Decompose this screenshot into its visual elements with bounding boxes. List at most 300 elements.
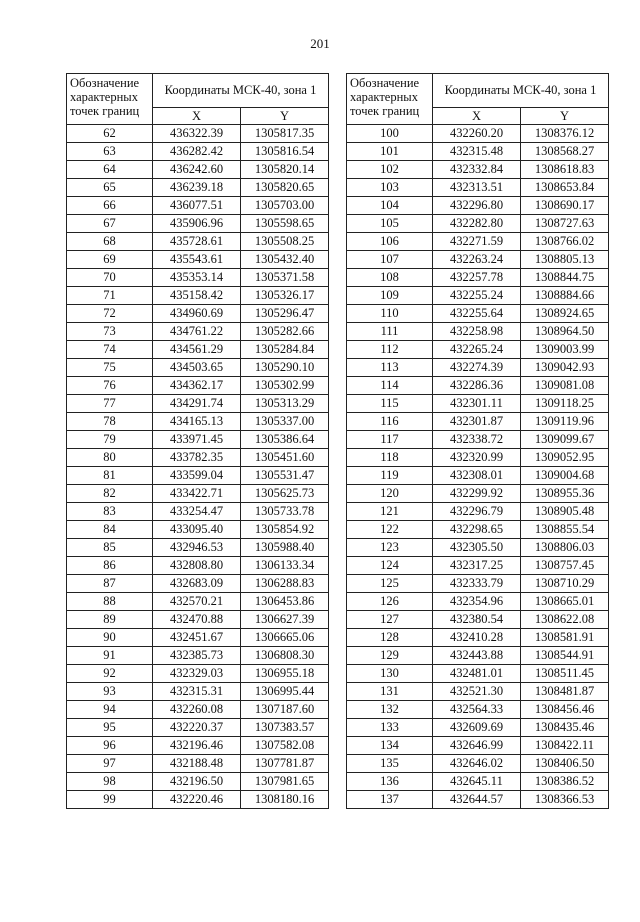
point-id-cell: 100 <box>347 125 433 143</box>
point-id-cell: 137 <box>347 791 433 809</box>
x-coordinate-cell: 432298.65 <box>433 521 521 539</box>
point-id-cell: 74 <box>67 341 153 359</box>
y-coordinate-cell: 1306808.30 <box>241 647 329 665</box>
point-id-cell: 125 <box>347 575 433 593</box>
x-coordinate-cell: 432296.80 <box>433 197 521 215</box>
table-row <box>67 665 329 683</box>
x-coordinate-cell: 432296.79 <box>433 503 521 521</box>
y-coordinate-cell: 1309003.99 <box>521 341 609 359</box>
point-id-cell: 113 <box>347 359 433 377</box>
table-row <box>67 611 329 629</box>
x-coordinate-cell: 432443.88 <box>433 647 521 665</box>
y-coordinate-cell: 1306665.06 <box>241 629 329 647</box>
table-row <box>347 683 609 701</box>
point-id-cell: 89 <box>67 611 153 629</box>
x-coordinate-cell: 432451.67 <box>153 629 241 647</box>
point-id-cell: 68 <box>67 233 153 251</box>
point-id-cell: 105 <box>347 215 433 233</box>
point-id-cell: 81 <box>67 467 153 485</box>
table-row <box>67 683 329 701</box>
table-row <box>347 449 609 467</box>
y-coordinate-cell: 1308581.91 <box>521 629 609 647</box>
table-row <box>67 305 329 323</box>
y-coordinate-cell: 1305598.65 <box>241 215 329 233</box>
x-coordinate-cell: 432257.78 <box>433 269 521 287</box>
point-id-cell: 79 <box>67 431 153 449</box>
y-coordinate-cell: 1308905.48 <box>521 503 609 521</box>
header-x: X <box>433 108 521 125</box>
y-coordinate-cell: 1305432.40 <box>241 251 329 269</box>
table-row <box>347 431 609 449</box>
point-id-cell: 78 <box>67 413 153 431</box>
x-coordinate-cell: 432521.30 <box>433 683 521 701</box>
point-id-cell: 91 <box>67 647 153 665</box>
y-coordinate-cell: 1309118.25 <box>521 395 609 413</box>
point-id-cell: 93 <box>67 683 153 701</box>
y-coordinate-cell: 1308757.45 <box>521 557 609 575</box>
y-coordinate-cell: 1306133.34 <box>241 557 329 575</box>
x-coordinate-cell: 432301.87 <box>433 413 521 431</box>
x-coordinate-cell: 433782.35 <box>153 449 241 467</box>
x-coordinate-cell: 432301.11 <box>433 395 521 413</box>
table-row <box>347 665 609 683</box>
x-coordinate-cell: 432282.80 <box>433 215 521 233</box>
y-coordinate-cell: 1308766.02 <box>521 233 609 251</box>
y-coordinate-cell: 1308435.46 <box>521 719 609 737</box>
coordinates-table-left <box>66 73 329 809</box>
x-coordinate-cell: 434960.69 <box>153 305 241 323</box>
x-coordinate-cell: 434503.65 <box>153 359 241 377</box>
x-coordinate-cell: 432644.57 <box>433 791 521 809</box>
y-coordinate-cell: 1309042.93 <box>521 359 609 377</box>
x-coordinate-cell: 433254.47 <box>153 503 241 521</box>
point-id-cell: 120 <box>347 485 433 503</box>
y-coordinate-cell: 1305988.40 <box>241 539 329 557</box>
table-row <box>67 125 329 143</box>
x-coordinate-cell: 432260.08 <box>153 701 241 719</box>
x-coordinate-cell: 434561.29 <box>153 341 241 359</box>
x-coordinate-cell: 435543.61 <box>153 251 241 269</box>
point-id-cell: 130 <box>347 665 433 683</box>
table-row <box>347 125 609 143</box>
y-coordinate-cell: 1309004.68 <box>521 467 609 485</box>
y-coordinate-cell: 1308406.50 <box>521 755 609 773</box>
point-id-cell: 116 <box>347 413 433 431</box>
x-coordinate-cell: 432196.46 <box>153 737 241 755</box>
y-coordinate-cell: 1308964.50 <box>521 323 609 341</box>
y-coordinate-cell: 1308544.91 <box>521 647 609 665</box>
y-coordinate-cell: 1305531.47 <box>241 467 329 485</box>
y-coordinate-cell: 1305337.00 <box>241 413 329 431</box>
point-id-cell: 98 <box>67 773 153 791</box>
y-coordinate-cell: 1308481.87 <box>521 683 609 701</box>
y-coordinate-cell: 1308511.45 <box>521 665 609 683</box>
table-row <box>67 701 329 719</box>
x-coordinate-cell: 432286.36 <box>433 377 521 395</box>
y-coordinate-cell: 1305296.47 <box>241 305 329 323</box>
y-coordinate-cell: 1306955.18 <box>241 665 329 683</box>
table-row <box>347 323 609 341</box>
table-row <box>347 593 609 611</box>
point-id-cell: 107 <box>347 251 433 269</box>
y-coordinate-cell: 1307781.87 <box>241 755 329 773</box>
table-row <box>67 719 329 737</box>
point-id-cell: 88 <box>67 593 153 611</box>
point-id-cell: 115 <box>347 395 433 413</box>
table-row <box>347 503 609 521</box>
x-coordinate-cell: 432385.73 <box>153 647 241 665</box>
point-id-cell: 133 <box>347 719 433 737</box>
table-row <box>67 539 329 557</box>
header-y: Y <box>521 108 609 125</box>
y-coordinate-cell: 1308618.83 <box>521 161 609 179</box>
table-row <box>347 485 609 503</box>
table-row <box>67 557 329 575</box>
point-id-cell: 119 <box>347 467 433 485</box>
table-row <box>67 755 329 773</box>
y-coordinate-cell: 1305302.99 <box>241 377 329 395</box>
x-coordinate-cell: 432380.54 <box>433 611 521 629</box>
y-coordinate-cell: 1308710.29 <box>521 575 609 593</box>
y-coordinate-cell: 1305282.66 <box>241 323 329 341</box>
point-id-cell: 97 <box>67 755 153 773</box>
table-row <box>347 143 609 161</box>
table-row <box>67 377 329 395</box>
table-row <box>67 269 329 287</box>
x-coordinate-cell: 432274.39 <box>433 359 521 377</box>
y-coordinate-cell: 1305820.65 <box>241 179 329 197</box>
x-coordinate-cell: 433599.04 <box>153 467 241 485</box>
x-coordinate-cell: 432220.37 <box>153 719 241 737</box>
x-coordinate-cell: 432338.72 <box>433 431 521 449</box>
y-coordinate-cell: 1305816.54 <box>241 143 329 161</box>
y-coordinate-cell: 1305284.84 <box>241 341 329 359</box>
point-id-cell: 127 <box>347 611 433 629</box>
table-row <box>347 755 609 773</box>
x-coordinate-cell: 436077.51 <box>153 197 241 215</box>
y-coordinate-cell: 1305625.73 <box>241 485 329 503</box>
table-row <box>347 197 609 215</box>
table-row <box>347 341 609 359</box>
point-id-cell: 110 <box>347 305 433 323</box>
y-coordinate-cell: 1306453.86 <box>241 593 329 611</box>
table-row <box>67 791 329 809</box>
header-coordinates: Координаты МСК-40, зона 1 <box>433 74 609 108</box>
y-coordinate-cell: 1307187.60 <box>241 701 329 719</box>
x-coordinate-cell: 436282.42 <box>153 143 241 161</box>
y-coordinate-cell: 1308805.13 <box>521 251 609 269</box>
x-coordinate-cell: 432320.99 <box>433 449 521 467</box>
table-row <box>347 467 609 485</box>
x-coordinate-cell: 432481.01 <box>433 665 521 683</box>
table-row <box>67 287 329 305</box>
point-id-cell: 136 <box>347 773 433 791</box>
point-id-cell: 109 <box>347 287 433 305</box>
x-coordinate-cell: 432255.24 <box>433 287 521 305</box>
y-coordinate-cell: 1308568.27 <box>521 143 609 161</box>
point-id-cell: 108 <box>347 269 433 287</box>
point-id-cell: 106 <box>347 233 433 251</box>
x-coordinate-cell: 432271.59 <box>433 233 521 251</box>
x-coordinate-cell: 432410.28 <box>433 629 521 647</box>
x-coordinate-cell: 432220.46 <box>153 791 241 809</box>
table-row <box>347 179 609 197</box>
x-coordinate-cell: 432609.69 <box>433 719 521 737</box>
x-coordinate-cell: 432265.24 <box>433 341 521 359</box>
table-row <box>67 179 329 197</box>
point-id-cell: 114 <box>347 377 433 395</box>
table-row <box>67 395 329 413</box>
x-coordinate-cell: 432645.11 <box>433 773 521 791</box>
x-coordinate-cell: 432564.33 <box>433 701 521 719</box>
table-row <box>347 557 609 575</box>
point-id-cell: 128 <box>347 629 433 647</box>
table-row <box>347 611 609 629</box>
x-coordinate-cell: 436242.60 <box>153 161 241 179</box>
table-row <box>67 629 329 647</box>
x-coordinate-cell: 432188.48 <box>153 755 241 773</box>
y-coordinate-cell: 1308386.52 <box>521 773 609 791</box>
x-coordinate-cell: 433971.45 <box>153 431 241 449</box>
point-id-cell: 83 <box>67 503 153 521</box>
y-coordinate-cell: 1308690.17 <box>521 197 609 215</box>
table-row <box>347 269 609 287</box>
point-id-cell: 122 <box>347 521 433 539</box>
x-coordinate-cell: 436239.18 <box>153 179 241 197</box>
y-coordinate-cell: 1308955.36 <box>521 485 609 503</box>
x-coordinate-cell: 432470.88 <box>153 611 241 629</box>
table-row <box>67 467 329 485</box>
table-row <box>347 575 609 593</box>
table-row <box>347 359 609 377</box>
x-coordinate-cell: 432332.84 <box>433 161 521 179</box>
point-id-cell: 95 <box>67 719 153 737</box>
table-row <box>67 449 329 467</box>
point-id-cell: 111 <box>347 323 433 341</box>
point-id-cell: 112 <box>347 341 433 359</box>
x-coordinate-cell: 432354.96 <box>433 593 521 611</box>
y-coordinate-cell: 1308180.16 <box>241 791 329 809</box>
point-id-cell: 67 <box>67 215 153 233</box>
x-coordinate-cell: 432315.48 <box>433 143 521 161</box>
table-row <box>347 521 609 539</box>
point-id-cell: 90 <box>67 629 153 647</box>
y-coordinate-cell: 1308622.08 <box>521 611 609 629</box>
point-id-cell: 96 <box>67 737 153 755</box>
y-coordinate-cell: 1308665.01 <box>521 593 609 611</box>
y-coordinate-cell: 1305451.60 <box>241 449 329 467</box>
point-id-cell: 69 <box>67 251 153 269</box>
y-coordinate-cell: 1307582.08 <box>241 737 329 755</box>
table-row <box>67 143 329 161</box>
x-coordinate-cell: 432299.92 <box>433 485 521 503</box>
header-coordinates: Координаты МСК-40, зона 1 <box>153 74 329 108</box>
point-id-cell: 123 <box>347 539 433 557</box>
x-coordinate-cell: 435728.61 <box>153 233 241 251</box>
y-coordinate-cell: 1305820.14 <box>241 161 329 179</box>
point-id-cell: 82 <box>67 485 153 503</box>
table-row <box>67 575 329 593</box>
y-coordinate-cell: 1308855.54 <box>521 521 609 539</box>
point-id-cell: 104 <box>347 197 433 215</box>
y-coordinate-cell: 1309099.67 <box>521 431 609 449</box>
y-coordinate-cell: 1308884.66 <box>521 287 609 305</box>
x-coordinate-cell: 434761.22 <box>153 323 241 341</box>
table-row <box>67 521 329 539</box>
table-row <box>347 539 609 557</box>
point-id-cell: 86 <box>67 557 153 575</box>
x-coordinate-cell: 432196.50 <box>153 773 241 791</box>
point-id-cell: 70 <box>67 269 153 287</box>
point-id-cell: 66 <box>67 197 153 215</box>
y-coordinate-cell: 1307981.65 <box>241 773 329 791</box>
x-coordinate-cell: 433095.40 <box>153 521 241 539</box>
table-row <box>347 233 609 251</box>
x-coordinate-cell: 432263.24 <box>433 251 521 269</box>
page-number: 201 <box>310 36 330 51</box>
table-body <box>347 125 609 809</box>
y-coordinate-cell: 1309052.95 <box>521 449 609 467</box>
table-row <box>347 629 609 647</box>
table-row <box>67 503 329 521</box>
y-coordinate-cell: 1305703.00 <box>241 197 329 215</box>
table-row <box>67 413 329 431</box>
point-id-cell: 84 <box>67 521 153 539</box>
x-coordinate-cell: 432258.98 <box>433 323 521 341</box>
table-row <box>67 593 329 611</box>
y-coordinate-cell: 1305290.10 <box>241 359 329 377</box>
table-row <box>347 251 609 269</box>
table-row <box>67 233 329 251</box>
y-coordinate-cell: 1308456.46 <box>521 701 609 719</box>
y-coordinate-cell: 1308727.63 <box>521 215 609 233</box>
point-id-cell: 126 <box>347 593 433 611</box>
y-coordinate-cell: 1308366.53 <box>521 791 609 809</box>
x-coordinate-cell: 432683.09 <box>153 575 241 593</box>
table-row <box>347 773 609 791</box>
point-id-cell: 75 <box>67 359 153 377</box>
point-id-cell: 121 <box>347 503 433 521</box>
x-coordinate-cell: 432646.02 <box>433 755 521 773</box>
table-row <box>67 773 329 791</box>
y-coordinate-cell: 1305313.29 <box>241 395 329 413</box>
table-row <box>347 215 609 233</box>
header-x: X <box>153 108 241 125</box>
table-row <box>67 359 329 377</box>
table-row <box>67 323 329 341</box>
table-row <box>347 377 609 395</box>
x-coordinate-cell: 432570.21 <box>153 593 241 611</box>
point-id-cell: 101 <box>347 143 433 161</box>
x-coordinate-cell: 432255.64 <box>433 305 521 323</box>
y-coordinate-cell: 1309081.08 <box>521 377 609 395</box>
table-row <box>67 215 329 233</box>
y-coordinate-cell: 1305326.17 <box>241 287 329 305</box>
point-id-cell: 71 <box>67 287 153 305</box>
y-coordinate-cell: 1305508.25 <box>241 233 329 251</box>
y-coordinate-cell: 1308422.11 <box>521 737 609 755</box>
point-id-cell: 64 <box>67 161 153 179</box>
point-id-cell: 62 <box>67 125 153 143</box>
x-coordinate-cell: 435158.42 <box>153 287 241 305</box>
y-coordinate-cell: 1308806.03 <box>521 539 609 557</box>
x-coordinate-cell: 432315.31 <box>153 683 241 701</box>
table-row <box>67 647 329 665</box>
point-id-cell: 131 <box>347 683 433 701</box>
x-coordinate-cell: 435906.96 <box>153 215 241 233</box>
y-coordinate-cell: 1305854.92 <box>241 521 329 539</box>
header-point-label: Обозначение характерных точек границ <box>347 74 433 125</box>
y-coordinate-cell: 1305733.78 <box>241 503 329 521</box>
table-row <box>347 413 609 431</box>
table-row <box>67 197 329 215</box>
x-coordinate-cell: 432333.79 <box>433 575 521 593</box>
table-row <box>347 737 609 755</box>
x-coordinate-cell: 433422.71 <box>153 485 241 503</box>
y-coordinate-cell: 1306995.44 <box>241 683 329 701</box>
y-coordinate-cell: 1308653.84 <box>521 179 609 197</box>
point-id-cell: 85 <box>67 539 153 557</box>
table-row <box>347 287 609 305</box>
point-id-cell: 92 <box>67 665 153 683</box>
point-id-cell: 134 <box>347 737 433 755</box>
table-row <box>347 791 609 809</box>
x-coordinate-cell: 432260.20 <box>433 125 521 143</box>
y-coordinate-cell: 1305371.58 <box>241 269 329 287</box>
header-point-label: Обозначение характерных точек границ <box>67 74 153 125</box>
y-coordinate-cell: 1308844.75 <box>521 269 609 287</box>
point-id-cell: 77 <box>67 395 153 413</box>
point-id-cell: 87 <box>67 575 153 593</box>
coordinates-table-right <box>346 73 609 809</box>
point-id-cell: 65 <box>67 179 153 197</box>
table-body <box>67 125 329 809</box>
y-coordinate-cell: 1305386.64 <box>241 431 329 449</box>
x-coordinate-cell: 435353.14 <box>153 269 241 287</box>
table-row <box>67 341 329 359</box>
header-y: Y <box>241 108 329 125</box>
point-id-cell: 80 <box>67 449 153 467</box>
table-row <box>347 395 609 413</box>
table-row <box>347 647 609 665</box>
x-coordinate-cell: 434362.17 <box>153 377 241 395</box>
point-id-cell: 124 <box>347 557 433 575</box>
y-coordinate-cell: 1308376.12 <box>521 125 609 143</box>
x-coordinate-cell: 432317.25 <box>433 557 521 575</box>
table-row <box>67 485 329 503</box>
table-row <box>347 701 609 719</box>
point-id-cell: 72 <box>67 305 153 323</box>
x-coordinate-cell: 432329.03 <box>153 665 241 683</box>
x-coordinate-cell: 432308.01 <box>433 467 521 485</box>
y-coordinate-cell: 1309119.96 <box>521 413 609 431</box>
table-row <box>347 719 609 737</box>
y-coordinate-cell: 1306288.83 <box>241 575 329 593</box>
point-id-cell: 135 <box>347 755 433 773</box>
point-id-cell: 132 <box>347 701 433 719</box>
x-coordinate-cell: 436322.39 <box>153 125 241 143</box>
point-id-cell: 118 <box>347 449 433 467</box>
table-row <box>67 161 329 179</box>
table-row <box>67 737 329 755</box>
y-coordinate-cell: 1305817.35 <box>241 125 329 143</box>
x-coordinate-cell: 432646.99 <box>433 737 521 755</box>
x-coordinate-cell: 434165.13 <box>153 413 241 431</box>
point-id-cell: 103 <box>347 179 433 197</box>
table-row <box>347 305 609 323</box>
x-coordinate-cell: 432305.50 <box>433 539 521 557</box>
point-id-cell: 94 <box>67 701 153 719</box>
